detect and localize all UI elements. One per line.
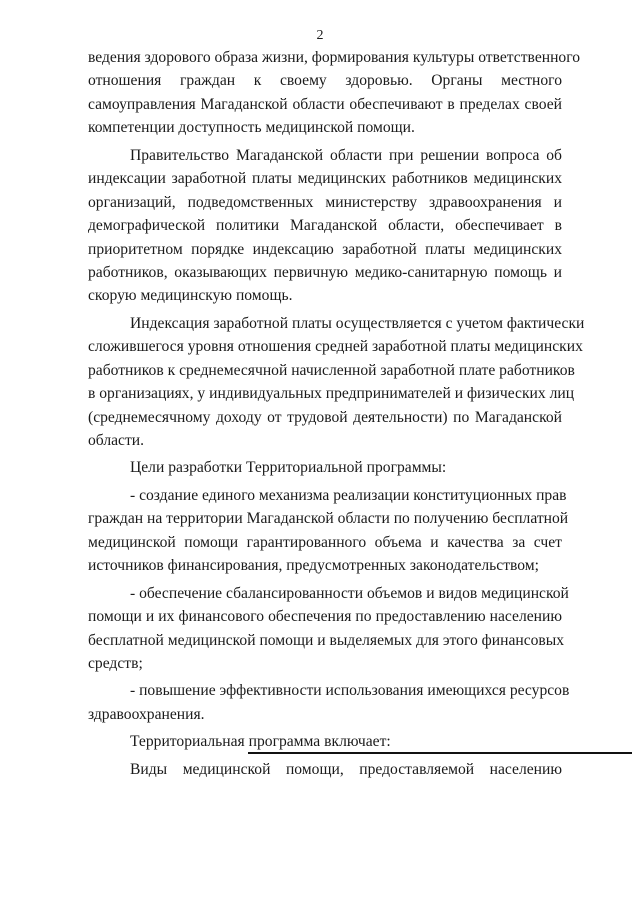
text-line: - создание единого механизма реализации конституционных прав xyxy=(130,486,567,504)
text-line: Индексация заработной платы осуществляется с учетом фактически xyxy=(130,314,585,332)
text-line: приоритетном порядке индексацию заработной платы медицинских xyxy=(88,240,562,258)
paragraph xyxy=(88,144,562,308)
text-line: бесплатной медицинской помощи и выделяемых для этого финансовых xyxy=(88,631,565,649)
text-line: индексации заработной платы медицинских работников медицинских xyxy=(88,170,562,188)
text-line: в организациях, у индивидуальных предпринимателей и физических лиц xyxy=(88,385,575,403)
text-line: граждан на территории Магаданской области по получению бесплатной xyxy=(88,510,569,528)
text-line: работников, оказывающих первичную медико-санитарную помощь и xyxy=(88,263,562,281)
text-line: (среднемесячному доходу от трудовой деятельности) по Магаданской xyxy=(88,408,562,426)
text-line: организаций, подведомственных министерству здравоохранения и xyxy=(88,193,562,211)
paragraph xyxy=(88,730,562,753)
bottom-rule xyxy=(248,752,632,754)
paragraph xyxy=(88,456,562,479)
text-line: ведения здорового образа жизни, формирования культуры ответственного xyxy=(88,49,581,66)
text-line: Территориальная программа включает: xyxy=(130,733,391,751)
text-line: Цели разработки Территориальной программы: xyxy=(130,459,447,477)
text-line: отношения граждан к своему здоровью. Органы местного xyxy=(88,72,562,90)
text-line: компетенции доступность медицинской помощи. xyxy=(88,119,415,137)
text-line: здравоохранения. xyxy=(88,705,205,723)
text-line: медицинской помощи гарантированного объема и качества за счет xyxy=(88,533,562,551)
text-line: работников к среднемесячной начисленной заработной плате работников xyxy=(88,361,575,379)
paragraph xyxy=(88,582,569,676)
text-line: самоуправления Магаданской области обеспечивают в пределах своей xyxy=(88,95,562,113)
paragraph xyxy=(88,46,581,140)
text-line: средств; xyxy=(88,654,143,672)
text-line: демографической политики Магаданской области, обеспечивает в xyxy=(88,217,562,235)
text-line: области. xyxy=(88,432,145,449)
text-line: скорую медицинскую помощь. xyxy=(88,287,293,305)
page-number: 2 xyxy=(316,28,324,43)
text-line: - обеспечение сбалансированности объемов и видов медицинской xyxy=(130,584,569,602)
paragraph xyxy=(88,758,562,781)
document-body xyxy=(88,46,585,781)
paragraph xyxy=(88,312,585,453)
paragraph xyxy=(88,679,570,726)
paragraph xyxy=(88,484,569,578)
text-line: - повышение эффективности использования имеющихся ресурсов xyxy=(130,682,570,700)
text-line: источников финансирования, предусмотренных законодательством; xyxy=(88,557,539,575)
text-line: Виды медицинской помощи, предоставляемой населению xyxy=(130,760,562,778)
text-line: помощи и их финансового обеспечения по предоставлению населению xyxy=(88,608,562,626)
text-line: сложившегося уровня отношения средней заработной платы медицинских xyxy=(88,338,583,356)
text-line: Правительство Магаданской области при решении вопроса об xyxy=(130,146,562,164)
